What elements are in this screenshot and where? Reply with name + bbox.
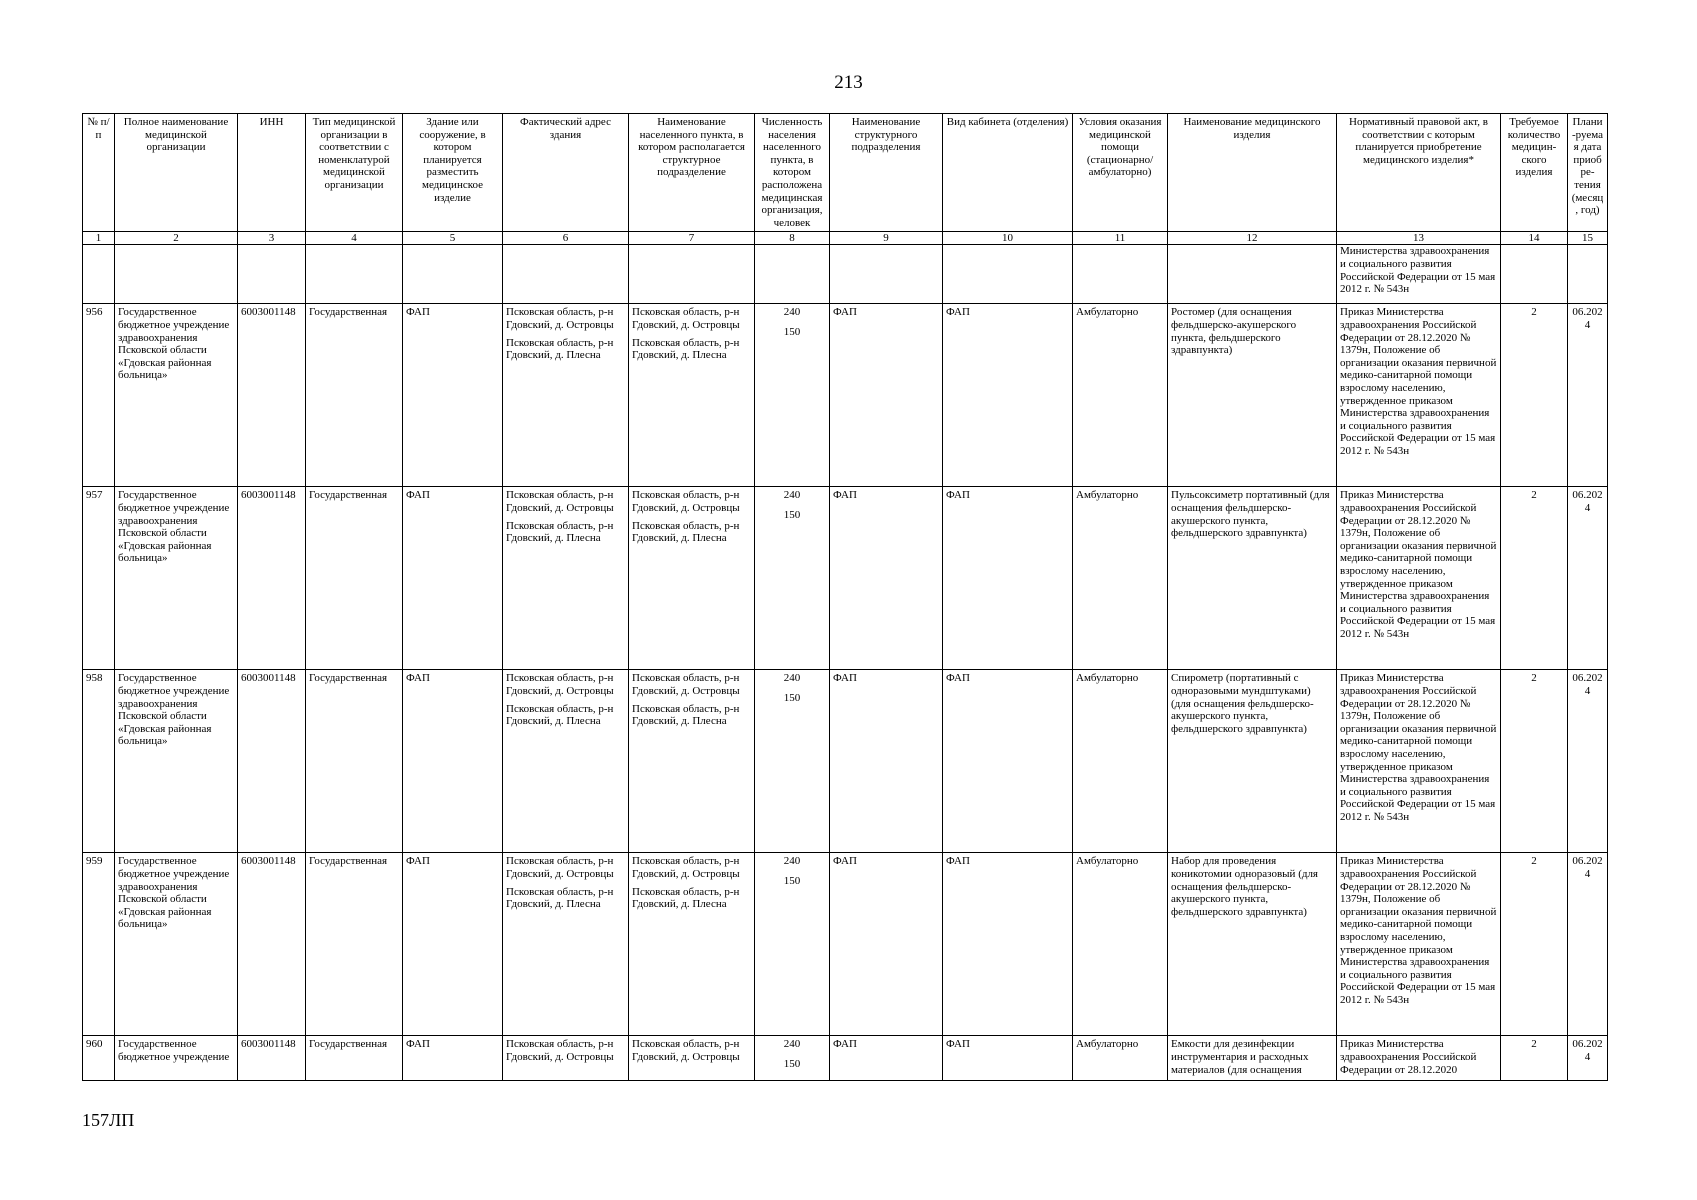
organization-type: Государственная bbox=[306, 670, 403, 853]
empty-cell bbox=[83, 245, 115, 304]
column-number: 6 bbox=[503, 232, 629, 245]
column-number: 15 bbox=[1568, 232, 1608, 245]
population bbox=[755, 1036, 830, 1080]
required-quantity: 2 bbox=[1501, 1036, 1568, 1080]
header-row bbox=[83, 114, 1608, 232]
settlement-line: Псковская область, р-н Гдовский, д. Островцы bbox=[632, 1038, 740, 1063]
empty-cell bbox=[943, 245, 1073, 304]
column-number: 11 bbox=[1073, 232, 1168, 245]
header-cell: Наименование медицинского изделия bbox=[1168, 114, 1337, 232]
column-number: 1 bbox=[83, 232, 115, 245]
required-quantity: 2 bbox=[1501, 304, 1568, 487]
organization-name: Государственное бюджетное учреждение здравоохранения Псковской области «Гдовская районная больница» bbox=[115, 487, 238, 670]
settlement-name bbox=[629, 670, 755, 853]
address-line: Псковская область, р-н Гдовский, д. Островцы bbox=[506, 306, 614, 331]
cabinet-type: ФАП bbox=[943, 853, 1073, 1036]
address-line: Псковская область, р-н Гдовский, д. Островцы bbox=[506, 672, 614, 697]
header-cell: Фактический адрес здания bbox=[503, 114, 629, 232]
structural-unit: ФАП bbox=[830, 1036, 943, 1080]
header-cell: Полное наименование медицинской организации bbox=[115, 114, 238, 232]
column-number: 10 bbox=[943, 232, 1073, 245]
organization-name: Государственное бюджетное учреждение здравоохранения Псковской области «Гдовская районная больница» bbox=[115, 853, 238, 1036]
empty-cell bbox=[629, 245, 755, 304]
empty-cell bbox=[755, 245, 830, 304]
column-number: 2 bbox=[115, 232, 238, 245]
continuation-row bbox=[83, 245, 1608, 304]
population bbox=[755, 853, 830, 1036]
header-cell: Тип медицинской организации в соответствии с номенклатурой медицинской организации bbox=[306, 114, 403, 232]
settlement-line: Псковская область, р-н Гдовский, д. Плесна bbox=[632, 702, 740, 728]
empty-cell bbox=[503, 245, 629, 304]
organization-type: Государственная bbox=[306, 1036, 403, 1080]
population bbox=[755, 304, 830, 487]
cabinet-type: ФАП bbox=[943, 1036, 1073, 1080]
settlement-line: Псковская область, р-н Гдовский, д. Островцы bbox=[632, 672, 740, 697]
header-cell: Здание или сооружение, в котором планируется разместить медицинское изделие bbox=[403, 114, 503, 232]
actual-address bbox=[503, 670, 629, 853]
organization-type: Государственная bbox=[306, 304, 403, 487]
inn-value: 6003001148 bbox=[238, 487, 306, 670]
column-number-row bbox=[83, 232, 1608, 245]
page-number: 213 bbox=[834, 72, 863, 93]
population-value: 240 bbox=[783, 855, 801, 868]
empty-cell bbox=[1568, 245, 1608, 304]
table-row bbox=[83, 670, 1608, 853]
inn-value: 6003001148 bbox=[238, 853, 306, 1036]
population-value: 150 bbox=[783, 691, 801, 704]
actual-address bbox=[503, 1036, 629, 1080]
legal-act: Приказ Министерства здравоохранения Российской Федерации от 28.12.2020 bbox=[1337, 1036, 1501, 1080]
column-number: 14 bbox=[1501, 232, 1568, 245]
organization-name: Государственное бюджетное учреждение здравоохранения Псковской области «Гдовская районная больница» bbox=[115, 670, 238, 853]
actual-address bbox=[503, 304, 629, 487]
structural-unit: ФАП bbox=[830, 304, 943, 487]
organization-name: Государственное бюджетное учреждение здравоохранения Псковской области «Гдовская районная больница» bbox=[115, 304, 238, 487]
legal-act: Приказ Министерства здравоохранения Российской Федерации от 28.12.2020 № 1379н, Положение об организации оказания первичной медико-санитарной помощи взрослому населению, утвержденное приказом Министерства здравоохранения и социального развития Российской Федерации от 15 мая 2012 г. № 543н bbox=[1337, 670, 1501, 853]
settlement-name bbox=[629, 487, 755, 670]
settlement-name bbox=[629, 304, 755, 487]
column-number: 13 bbox=[1337, 232, 1501, 245]
inn-value: 6003001148 bbox=[238, 1036, 306, 1080]
cabinet-type: ФАП bbox=[943, 487, 1073, 670]
population-value: 150 bbox=[783, 325, 801, 338]
building-name: ФАП bbox=[403, 670, 503, 853]
care-conditions: Амбулаторно bbox=[1073, 670, 1168, 853]
header-cell: ИНН bbox=[238, 114, 306, 232]
settlement-line: Псковская область, р-н Гдовский, д. Плесна bbox=[632, 519, 740, 545]
device-name: Спирометр (портативный с одноразовыми мундштуками) (для оснащения фельдшерско-акушерского пункта, фельдшерского здравпункта) bbox=[1168, 670, 1337, 853]
structural-unit: ФАП bbox=[830, 670, 943, 853]
inn-value: 6003001148 bbox=[238, 670, 306, 853]
population-value: 240 bbox=[783, 672, 801, 685]
column-number: 5 bbox=[403, 232, 503, 245]
organization-type: Государственная bbox=[306, 487, 403, 670]
care-conditions: Амбулаторно bbox=[1073, 1036, 1168, 1080]
address-line: Псковская область, р-н Гдовский, д. Плесна bbox=[506, 336, 614, 362]
header-cell: Требуемое количество медицин-ского изделия bbox=[1501, 114, 1568, 232]
settlement-line: Псковская область, р-н Гдовский, д. Островцы bbox=[632, 489, 740, 514]
building-name: ФАП bbox=[403, 1036, 503, 1080]
continuation-act-text: Министерства здравоохранения и социального развития Российской Федерации от 15 мая 2012 г. № 543н bbox=[1337, 245, 1501, 304]
header-cell: Численность населения населенного пункта, в котором расположена медицинская организация, человек bbox=[755, 114, 830, 232]
population-value: 150 bbox=[783, 508, 801, 521]
settlement-name bbox=[629, 1036, 755, 1080]
column-number: 8 bbox=[755, 232, 830, 245]
table-row bbox=[83, 487, 1608, 670]
device-name: Пульсоксиметр портативный (для оснащения фельдшерско-акушерского пункта, фельдшерского здравпункта) bbox=[1168, 487, 1337, 670]
empty-cell bbox=[1168, 245, 1337, 304]
row-number: 958 bbox=[83, 670, 115, 853]
cabinet-type: ФАП bbox=[943, 670, 1073, 853]
actual-address bbox=[503, 487, 629, 670]
required-quantity: 2 bbox=[1501, 487, 1568, 670]
column-number: 3 bbox=[238, 232, 306, 245]
address-line: Псковская область, р-н Гдовский, д. Островцы bbox=[506, 1038, 614, 1063]
legal-act: Приказ Министерства здравоохранения Российской Федерации от 28.12.2020 № 1379н, Положение об организации оказания первичной медико-санитарной помощи взрослому населению, утвержденное приказом Министерства здравоохранения и социального развития Российской Федерации от 15 мая 2012 г. № 543н bbox=[1337, 304, 1501, 487]
address-line: Псковская область, р-н Гдовский, д. Островцы bbox=[506, 855, 614, 880]
purchase-date: 06.2024 bbox=[1568, 670, 1608, 853]
legal-act: Приказ Министерства здравоохранения Российской Федерации от 28.12.2020 № 1379н, Положение об организации оказания первичной медико-санитарной помощи взрослому населению, утвержденное приказом Министерства здравоохранения и социального развития Российской Федерации от 15 мая 2012 г. № 543н bbox=[1337, 853, 1501, 1036]
empty-cell bbox=[403, 245, 503, 304]
settlement-name bbox=[629, 853, 755, 1036]
empty-cell bbox=[830, 245, 943, 304]
care-conditions: Амбулаторно bbox=[1073, 853, 1168, 1036]
settlement-line: Псковская область, р-н Гдовский, д. Островцы bbox=[632, 855, 740, 880]
population bbox=[755, 487, 830, 670]
care-conditions: Амбулаторно bbox=[1073, 304, 1168, 487]
column-number: 9 bbox=[830, 232, 943, 245]
population-value: 240 bbox=[783, 1038, 801, 1051]
device-name: Ростомер (для оснащения фельдшерско-акушерского пункта, фельдшерского здравпункта) bbox=[1168, 304, 1337, 487]
structural-unit: ФАП bbox=[830, 487, 943, 670]
address-line: Псковская область, р-н Гдовский, д. Плесна bbox=[506, 519, 614, 545]
population-value: 150 bbox=[783, 874, 801, 887]
row-number: 960 bbox=[83, 1036, 115, 1080]
empty-cell bbox=[306, 245, 403, 304]
row-number: 957 bbox=[83, 487, 115, 670]
population-value: 240 bbox=[783, 306, 801, 319]
header-cell: Наименование структурного подразделения bbox=[830, 114, 943, 232]
device-name: Набор для проведения коникотомии одноразовый (для оснащения фельдшерско-акушерского пункта, фельдшерского здравпункта) bbox=[1168, 853, 1337, 1036]
purchase-date: 06.2024 bbox=[1568, 304, 1608, 487]
empty-cell bbox=[115, 245, 238, 304]
required-quantity: 2 bbox=[1501, 853, 1568, 1036]
device-name: Емкости для дезинфекции инструментария и расходных материалов (для оснащения bbox=[1168, 1036, 1337, 1080]
table-row bbox=[83, 1036, 1608, 1080]
purchase-date: 06.2024 bbox=[1568, 1036, 1608, 1080]
required-quantity: 2 bbox=[1501, 670, 1568, 853]
purchase-date: 06.2024 bbox=[1568, 487, 1608, 670]
column-number: 12 bbox=[1168, 232, 1337, 245]
row-number: 956 bbox=[83, 304, 115, 487]
header-cell: Вид кабинета (отделения) bbox=[943, 114, 1073, 232]
building-name: ФАП bbox=[403, 853, 503, 1036]
empty-cell bbox=[1073, 245, 1168, 304]
document-code: 157ЛП bbox=[82, 1110, 135, 1130]
building-name: ФАП bbox=[403, 487, 503, 670]
equipment-register-table bbox=[82, 113, 1608, 1081]
purchase-date: 06.2024 bbox=[1568, 853, 1608, 1036]
settlement-line: Псковская область, р-н Гдовский, д. Плесна bbox=[632, 885, 740, 911]
address-line: Псковская область, р-н Гдовский, д. Островцы bbox=[506, 489, 614, 514]
organization-type: Государственная bbox=[306, 853, 403, 1036]
organization-name: Государственное бюджетное учреждение bbox=[115, 1036, 238, 1080]
settlement-line: Псковская область, р-н Гдовский, д. Плесна bbox=[632, 336, 740, 362]
column-number: 4 bbox=[306, 232, 403, 245]
header-cell: Наименование населенного пункта, в котором располагается структурное подразделение bbox=[629, 114, 755, 232]
population-value: 240 bbox=[783, 489, 801, 502]
empty-cell bbox=[238, 245, 306, 304]
header-cell: Плани-руемая дата приобре-тения (месяц, год) bbox=[1568, 114, 1608, 232]
header-cell: № п/п bbox=[83, 114, 115, 232]
header-cell: Условия оказания медицинской помощи (стационарно/ амбулаторно) bbox=[1073, 114, 1168, 232]
inn-value: 6003001148 bbox=[238, 304, 306, 487]
table-row bbox=[83, 304, 1608, 487]
table-row bbox=[83, 853, 1608, 1036]
empty-cell bbox=[1501, 245, 1568, 304]
address-line: Псковская область, р-н Гдовский, д. Плесна bbox=[506, 885, 614, 911]
row-number: 959 bbox=[83, 853, 115, 1036]
cabinet-type: ФАП bbox=[943, 304, 1073, 487]
address-line: Псковская область, р-н Гдовский, д. Плесна bbox=[506, 702, 614, 728]
legal-act: Приказ Министерства здравоохранения Российской Федерации от 28.12.2020 № 1379н, Положение об организации оказания первичной медико-санитарной помощи взрослому населению, утвержденное приказом Министерства здравоохранения и социального развития Российской Федерации от 15 мая 2012 г. № 543н bbox=[1337, 487, 1501, 670]
column-number: 7 bbox=[629, 232, 755, 245]
building-name: ФАП bbox=[403, 304, 503, 487]
settlement-line: Псковская область, р-н Гдовский, д. Островцы bbox=[632, 306, 740, 331]
header-cell: Нормативный правовой акт, в соответствии с которым планируется приобретение медицинского изделия* bbox=[1337, 114, 1501, 232]
structural-unit: ФАП bbox=[830, 853, 943, 1036]
population bbox=[755, 670, 830, 853]
actual-address bbox=[503, 853, 629, 1036]
care-conditions: Амбулаторно bbox=[1073, 487, 1168, 670]
population-value: 150 bbox=[783, 1057, 801, 1070]
